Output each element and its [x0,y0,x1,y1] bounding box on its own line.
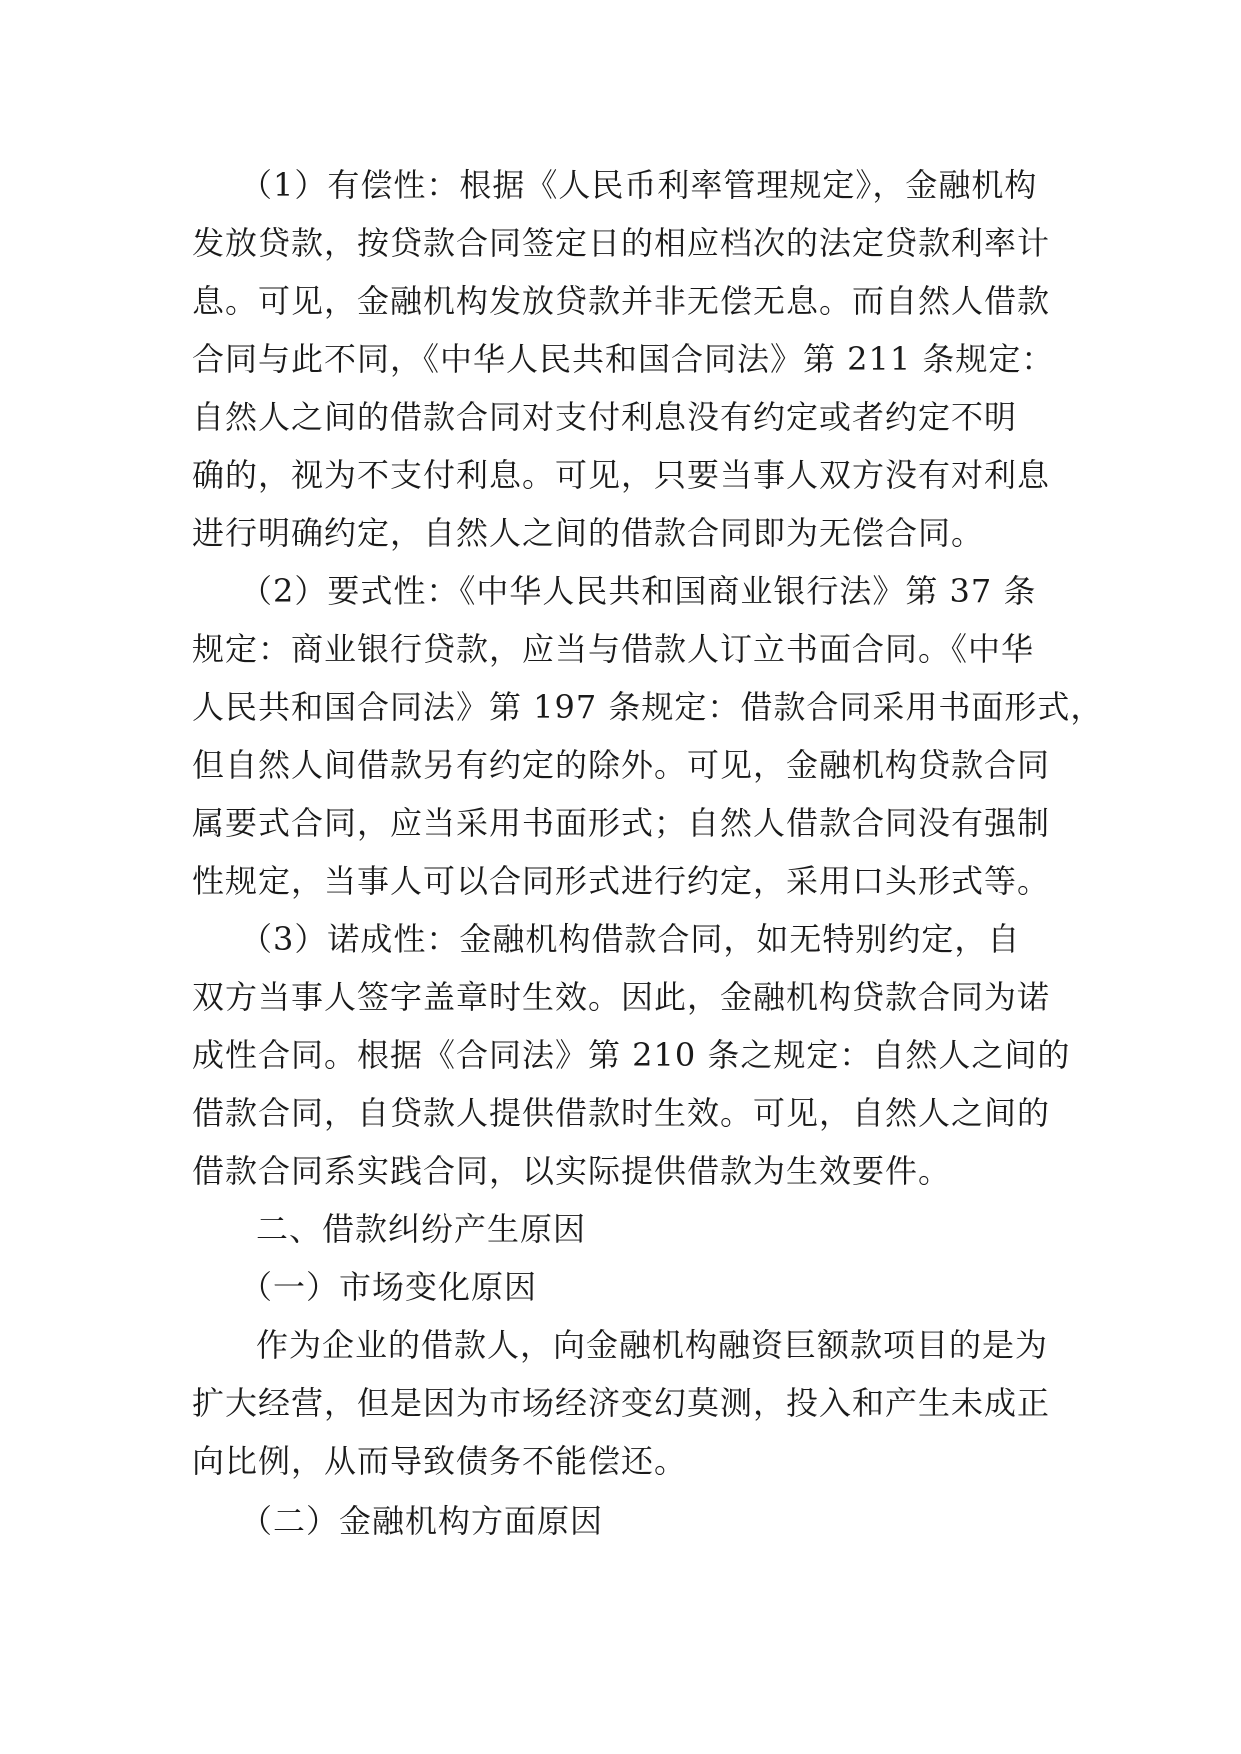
text-line: 进行明确约定，自然人之间的借款合同即为无偿合同。 [192,514,985,552]
text-line: 自然人之间的借款合同对支付利息没有约定或者约定不明 [192,398,1018,436]
text-line: 性规定，当事人可以合同形式进行约定，采用口头形式等。 [192,862,1051,900]
text-line: （3）诺成性：金融机构借款合同，如无特别约定，自 [240,920,1021,958]
text-line: 借款合同，自贷款人提供借款时生效。可见，自然人之间的 [192,1094,1051,1132]
text-line: 属要式合同，应当采用书面形式；自然人借款合同没有强制 [192,804,1051,842]
text-line: 发放贷款，按贷款合同签定日的相应档次的法定贷款利率计 [192,224,1051,262]
text-line: 但自然人间借款另有约定的除外。可见，金融机构贷款合同 [192,746,1051,784]
text-line: 确的，视为不支付利息。可见，只要当事人双方没有对利息 [192,456,1051,494]
text-line: （1）有偿性：根据《人民币利率管理规定》，金融机构 [240,166,1038,204]
text-line: 双方当事人签字盖章时生效。因此，金融机构贷款合同为诺 [192,978,1051,1016]
section-heading: 二、借款纠纷产生原因 [256,1210,587,1248]
text-line: （2）要式性：《中华人民共和国商业银行法》第 37 条 [240,572,1037,610]
text-line: 借款合同系实践合同，以实际提供借款为生效要件。 [192,1152,952,1190]
text-line: 息。可见，金融机构发放贷款并非无偿无息。而自然人借款 [192,282,1051,320]
text-line: 人民共和国合同法》第 197 条规定：借款合同采用书面形式， [192,688,1104,726]
text-line: 作为企业的借款人，向金融机构融资巨额款项目的是为 [256,1326,1049,1364]
text-line: 成性合同。根据《合同法》第 210 条之规定：自然人之间的 [192,1036,1071,1074]
text-line: 合同与此不同，《中华人民共和国合同法》第 211 条规定： [192,340,1055,378]
subsection-heading: （一）市场变化原因 [240,1268,538,1306]
subsection-heading: （二）金融机构方面原因 [240,1502,604,1540]
text-line: 扩大经营，但是因为市场经济变幻莫测，投入和产生未成正 [192,1384,1051,1422]
text-line: 向比例，从而导致债务不能偿还。 [192,1442,688,1480]
text-line: 规定：商业银行贷款，应当与借款人订立书面合同。《中华 [192,630,1035,668]
